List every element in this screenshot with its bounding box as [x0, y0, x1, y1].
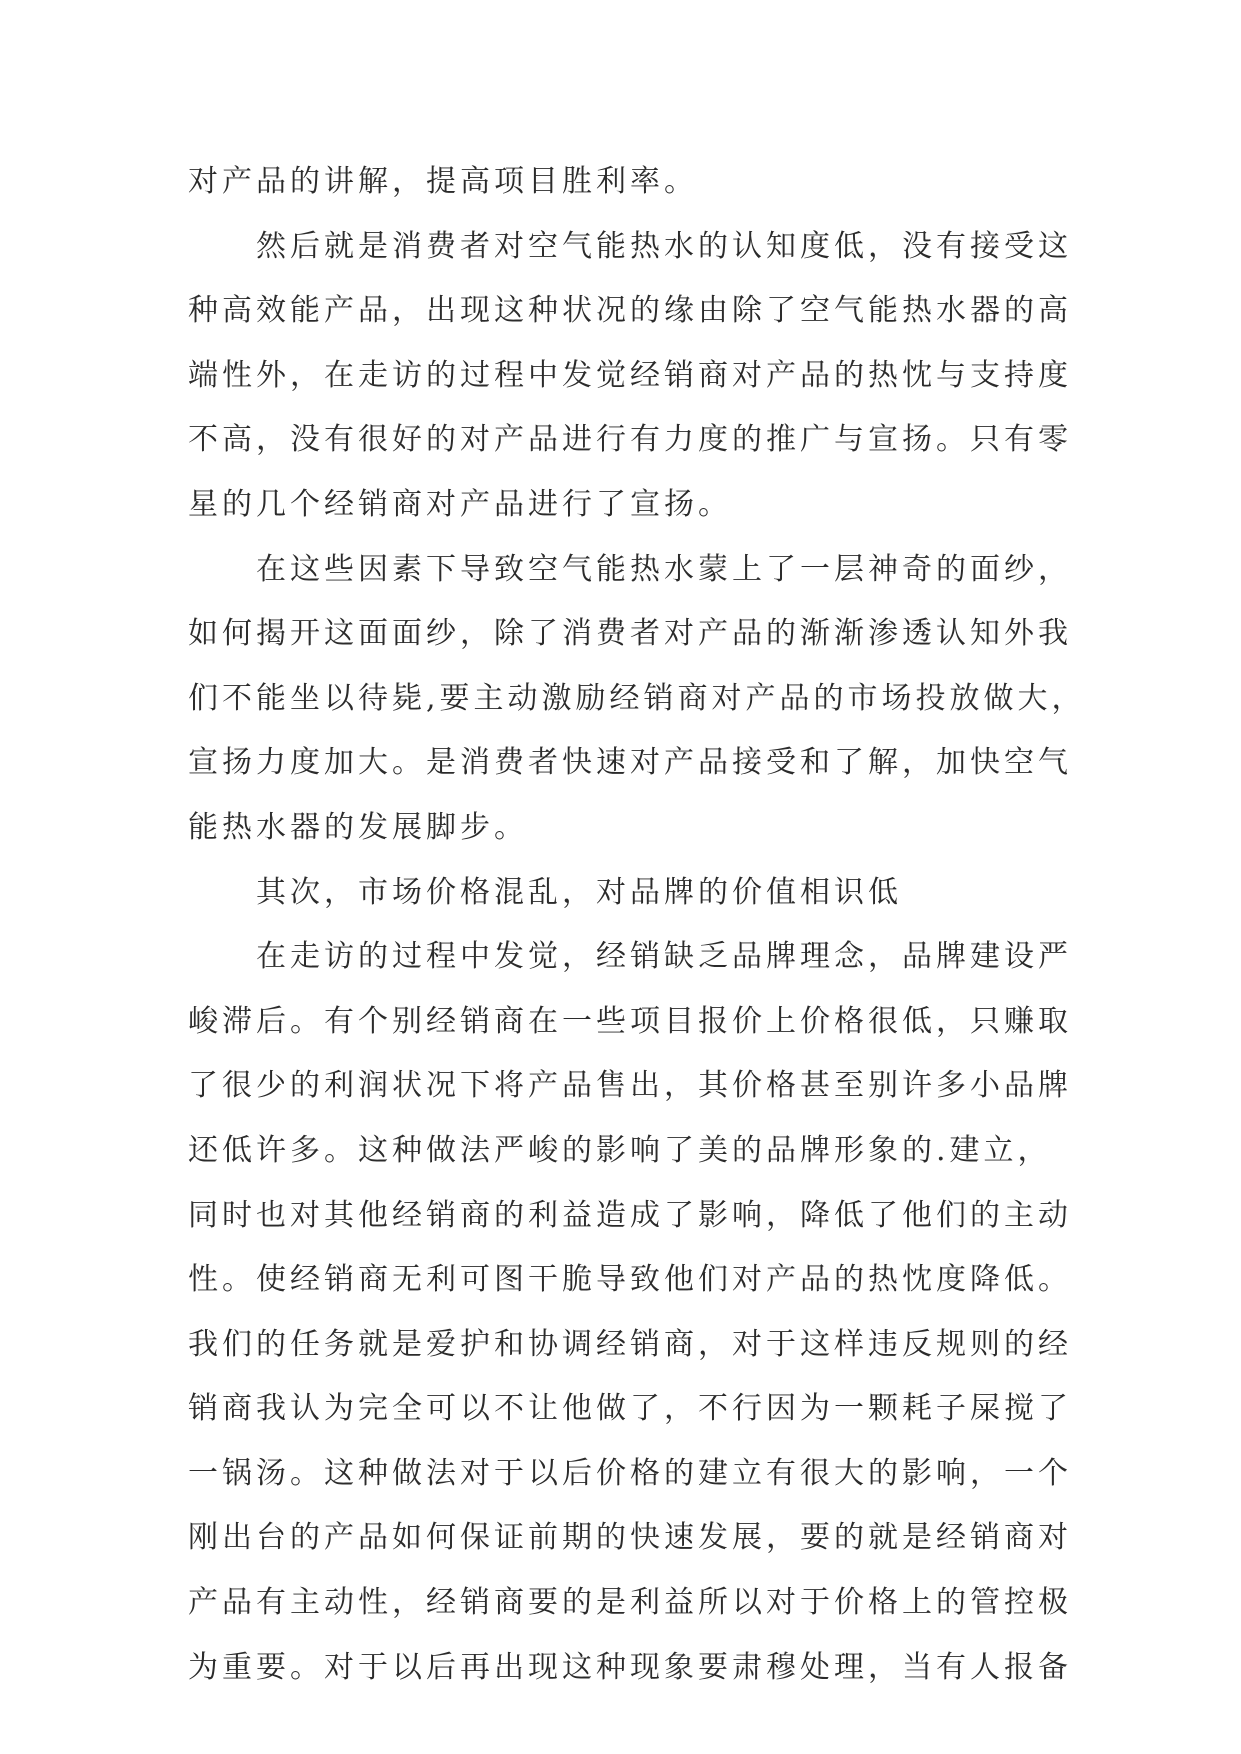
text-line: 其次，市场价格混乱，对品牌的价值相识低 — [256, 874, 902, 910]
text-line: 在这些因素下导致空气能热水蒙上了一层神奇的面纱， — [256, 551, 1072, 587]
text-line: 了很少的利润状况下将产品售出，其价格甚至别许多小品牌 — [188, 1068, 1072, 1104]
text-line: 不高，没有很好的对产品进行有力度的推广与宣扬。只有零 — [188, 422, 1072, 458]
text-line: 在走访的过程中发觉，经销缺乏品牌理念，品牌建设严 — [256, 939, 1072, 975]
text-line: 宣扬力度加大。是消费者快速对产品接受和了解，加快空气 — [188, 745, 1072, 781]
text-line: 对产品的讲解，提高项目胜利率。 — [188, 164, 698, 199]
text-line: 为重要。对于以后再出现这种现象要肃穆处理，当有人报备 — [188, 1649, 1072, 1685]
text-line: 我们的任务就是爱护和协调经销商，对于这样违反规则的经 — [188, 1326, 1072, 1362]
text-line: 种高效能产品，出现这种状况的缘由除了空气能热水器的高 — [188, 293, 1072, 329]
text-line: 能热水器的发展脚步。 — [188, 809, 528, 845]
text-line: 端性外，在走访的过程中发觉经销商对产品的热忱与支持度 — [188, 357, 1072, 393]
body-text — [188, 150, 1086, 1700]
text-line: 产品有主动性，经销商要的是利益所以对于价格上的管控极 — [188, 1585, 1072, 1621]
text-line: 星的几个经销商对产品进行了宣扬。 — [188, 486, 732, 522]
text-line: 刚出台的产品如何保证前期的快速发展，要的就是经销商对 — [188, 1520, 1072, 1556]
text-line: 同时也对其他经销商的利益造成了影响，降低了他们的主动 — [188, 1197, 1072, 1233]
text-line: 如何揭开这面面纱，除了消费者对产品的渐渐渗透认知外我 — [188, 616, 1072, 652]
text-line: 销商我认为完全可以不让他做了，不行因为一颗耗子屎搅了 — [188, 1391, 1072, 1427]
text-line: 峻滞后。有个别经销商在一些项目报价上价格很低，只赚取 — [188, 1003, 1072, 1039]
text-line: 们不能坐以待毙,要主动激励经销商对产品的市场投放做大， — [188, 680, 1086, 716]
text-line: 还低许多。这种做法严峻的影响了美的品牌形象的.建立， — [188, 1132, 1052, 1168]
text-line: 然后就是消费者对空气能热水的认知度低，没有接受这 — [256, 228, 1072, 264]
text-line: 性。使经销商无利可图干脆导致他们对产品的热忱度降低。 — [188, 1262, 1072, 1298]
text-line: 一锅汤。这种做法对于以后价格的建立有很大的影响，一个 — [188, 1455, 1072, 1491]
